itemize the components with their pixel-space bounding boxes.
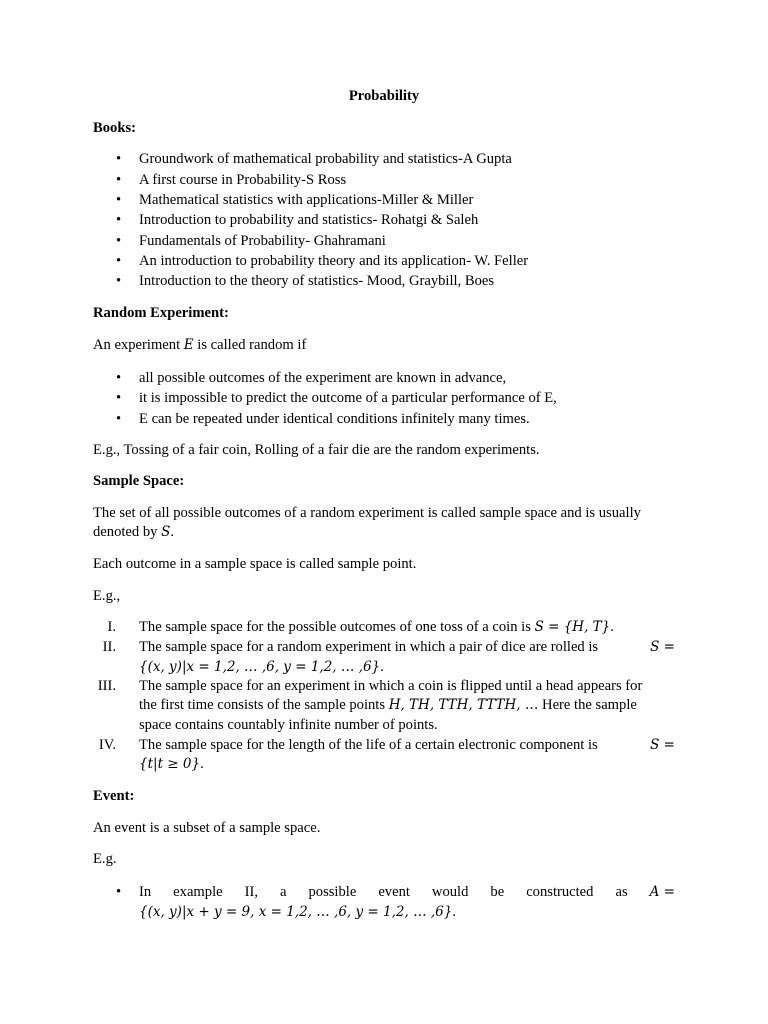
bullet: •: [116, 192, 122, 208]
example-number: III.: [97, 678, 116, 694]
sample-space-definition-line: [93, 523, 675, 543]
math-expression: S =: [650, 639, 675, 655]
list-item: all possible outcomes of the experiment are known in advance,: [139, 370, 507, 386]
list-item: Groundwork of mathematical probability and statistics-A Gupta: [139, 151, 512, 167]
event-example-word: example: [173, 884, 223, 900]
list-item: Fundamentals of Probability- Ghahramani: [139, 233, 386, 249]
example-line: space contains countably infinite number of points.: [139, 717, 438, 733]
example-text: The sample space for a random experiment in which a pair of dice are rolled is: [139, 639, 599, 655]
example-number: II.: [102, 639, 116, 655]
math-expression: {(x, y)|x + y = 9, x = 1,2, … ,6, y = 1,2, … ,6}: [139, 904, 453, 920]
example-line: [139, 618, 675, 638]
example-text: .: [452, 904, 456, 920]
example-text: The sample space for the possible outcomes of one toss of a coin is: [139, 619, 535, 635]
books-heading: Books:: [93, 120, 136, 136]
math-expression: S = {H, T}: [534, 619, 611, 635]
example-line: [139, 755, 675, 775]
bullet: •: [116, 390, 122, 406]
example-text: .: [380, 659, 384, 675]
example-text: Here the sample: [538, 697, 637, 713]
list-item: An introduction to probability theory and its application- W. Feller: [139, 253, 529, 269]
list-item: A first course in Probability-S Ross: [139, 172, 347, 188]
event-example-line: [139, 903, 675, 923]
intro-text: An experiment: [93, 337, 184, 353]
math-variable: S: [161, 524, 171, 540]
eg-label: E.g.: [93, 851, 117, 867]
bullet: •: [116, 884, 122, 900]
bullet: •: [116, 212, 122, 228]
event-example-word: as: [615, 884, 628, 900]
event-example-word: would: [431, 884, 469, 900]
definition-text: .: [170, 524, 174, 540]
math-expression: S =: [650, 737, 675, 753]
list-item: E can be repeated under identical conditions infinitely many times.: [139, 411, 530, 427]
event-example-word: constructed: [526, 884, 594, 900]
event-example-word: II,: [244, 884, 258, 900]
example-line: [139, 638, 675, 658]
event-example-word: In: [139, 884, 152, 900]
bullet: •: [116, 370, 122, 386]
random-experiment-heading: Random Experiment:: [93, 305, 229, 321]
event-example-word: a: [279, 884, 287, 900]
example-text: The sample space for the length of the life of a certain electronic component is: [139, 737, 598, 753]
bullet: •: [116, 151, 122, 167]
definition-text: denoted by: [93, 524, 162, 540]
random-experiment-intro: [93, 336, 675, 356]
math-expression: {(x, y)|x = 1,2, … ,6, y = 1,2, … ,6}: [139, 659, 381, 675]
sample-space-definition-line: The set of all possible outcomes of a random experiment is called sample space and is usually: [93, 505, 641, 521]
list-item: Introduction to probability and statistics- Rohatgi & Saleh: [139, 212, 479, 228]
math-expression: {t|t ≥ 0}: [139, 756, 201, 772]
bullet: •: [116, 172, 122, 188]
event-example-line: [139, 883, 675, 903]
example-number: I.: [107, 619, 116, 635]
sample-space-heading: Sample Space:: [93, 473, 185, 489]
eg-label: E.g.,: [93, 588, 121, 604]
bullet: •: [116, 233, 122, 249]
example-line: [139, 696, 675, 716]
list-item: Introduction to the theory of statistics- Mood, Graybill, Boes: [139, 273, 495, 289]
sample-point-definition: Each outcome in a sample space is called sample point.: [93, 556, 417, 572]
random-experiment-example: E.g., Tossing of a fair coin, Rolling of a fair die are the random experiments.: [93, 442, 540, 458]
event-example-word: event: [378, 884, 410, 900]
example-line: [139, 658, 675, 678]
event-definition: An event is a subset of a sample space.: [93, 820, 321, 836]
list-item: it is impossible to predict the outcome of a particular performance of E,: [139, 390, 557, 406]
example-line: [139, 736, 675, 756]
bullet: •: [116, 273, 122, 289]
intro-text: is called random if: [193, 337, 307, 353]
event-example-word: be: [490, 884, 505, 900]
example-text: the first time consists of the sample points: [139, 697, 389, 713]
example-number: IV.: [98, 737, 116, 753]
example-text: .: [200, 756, 204, 772]
bullet: •: [116, 253, 122, 269]
math-variable: E: [183, 337, 194, 353]
example-text: .: [610, 619, 614, 635]
event-example-word: possible: [308, 884, 357, 900]
bullet: •: [116, 411, 122, 427]
event-heading: Event:: [93, 788, 135, 804]
math-expression: H, TH, TTH, TTTH, …: [388, 697, 539, 713]
page-title: Probability: [348, 88, 420, 104]
math-expression: A =: [649, 884, 675, 900]
example-line: The sample space for an experiment in which a coin is flipped until a head appears for: [139, 678, 643, 694]
event-example-words: [139, 883, 675, 903]
list-item: Mathematical statistics with applications-Miller & Miller: [139, 192, 474, 208]
